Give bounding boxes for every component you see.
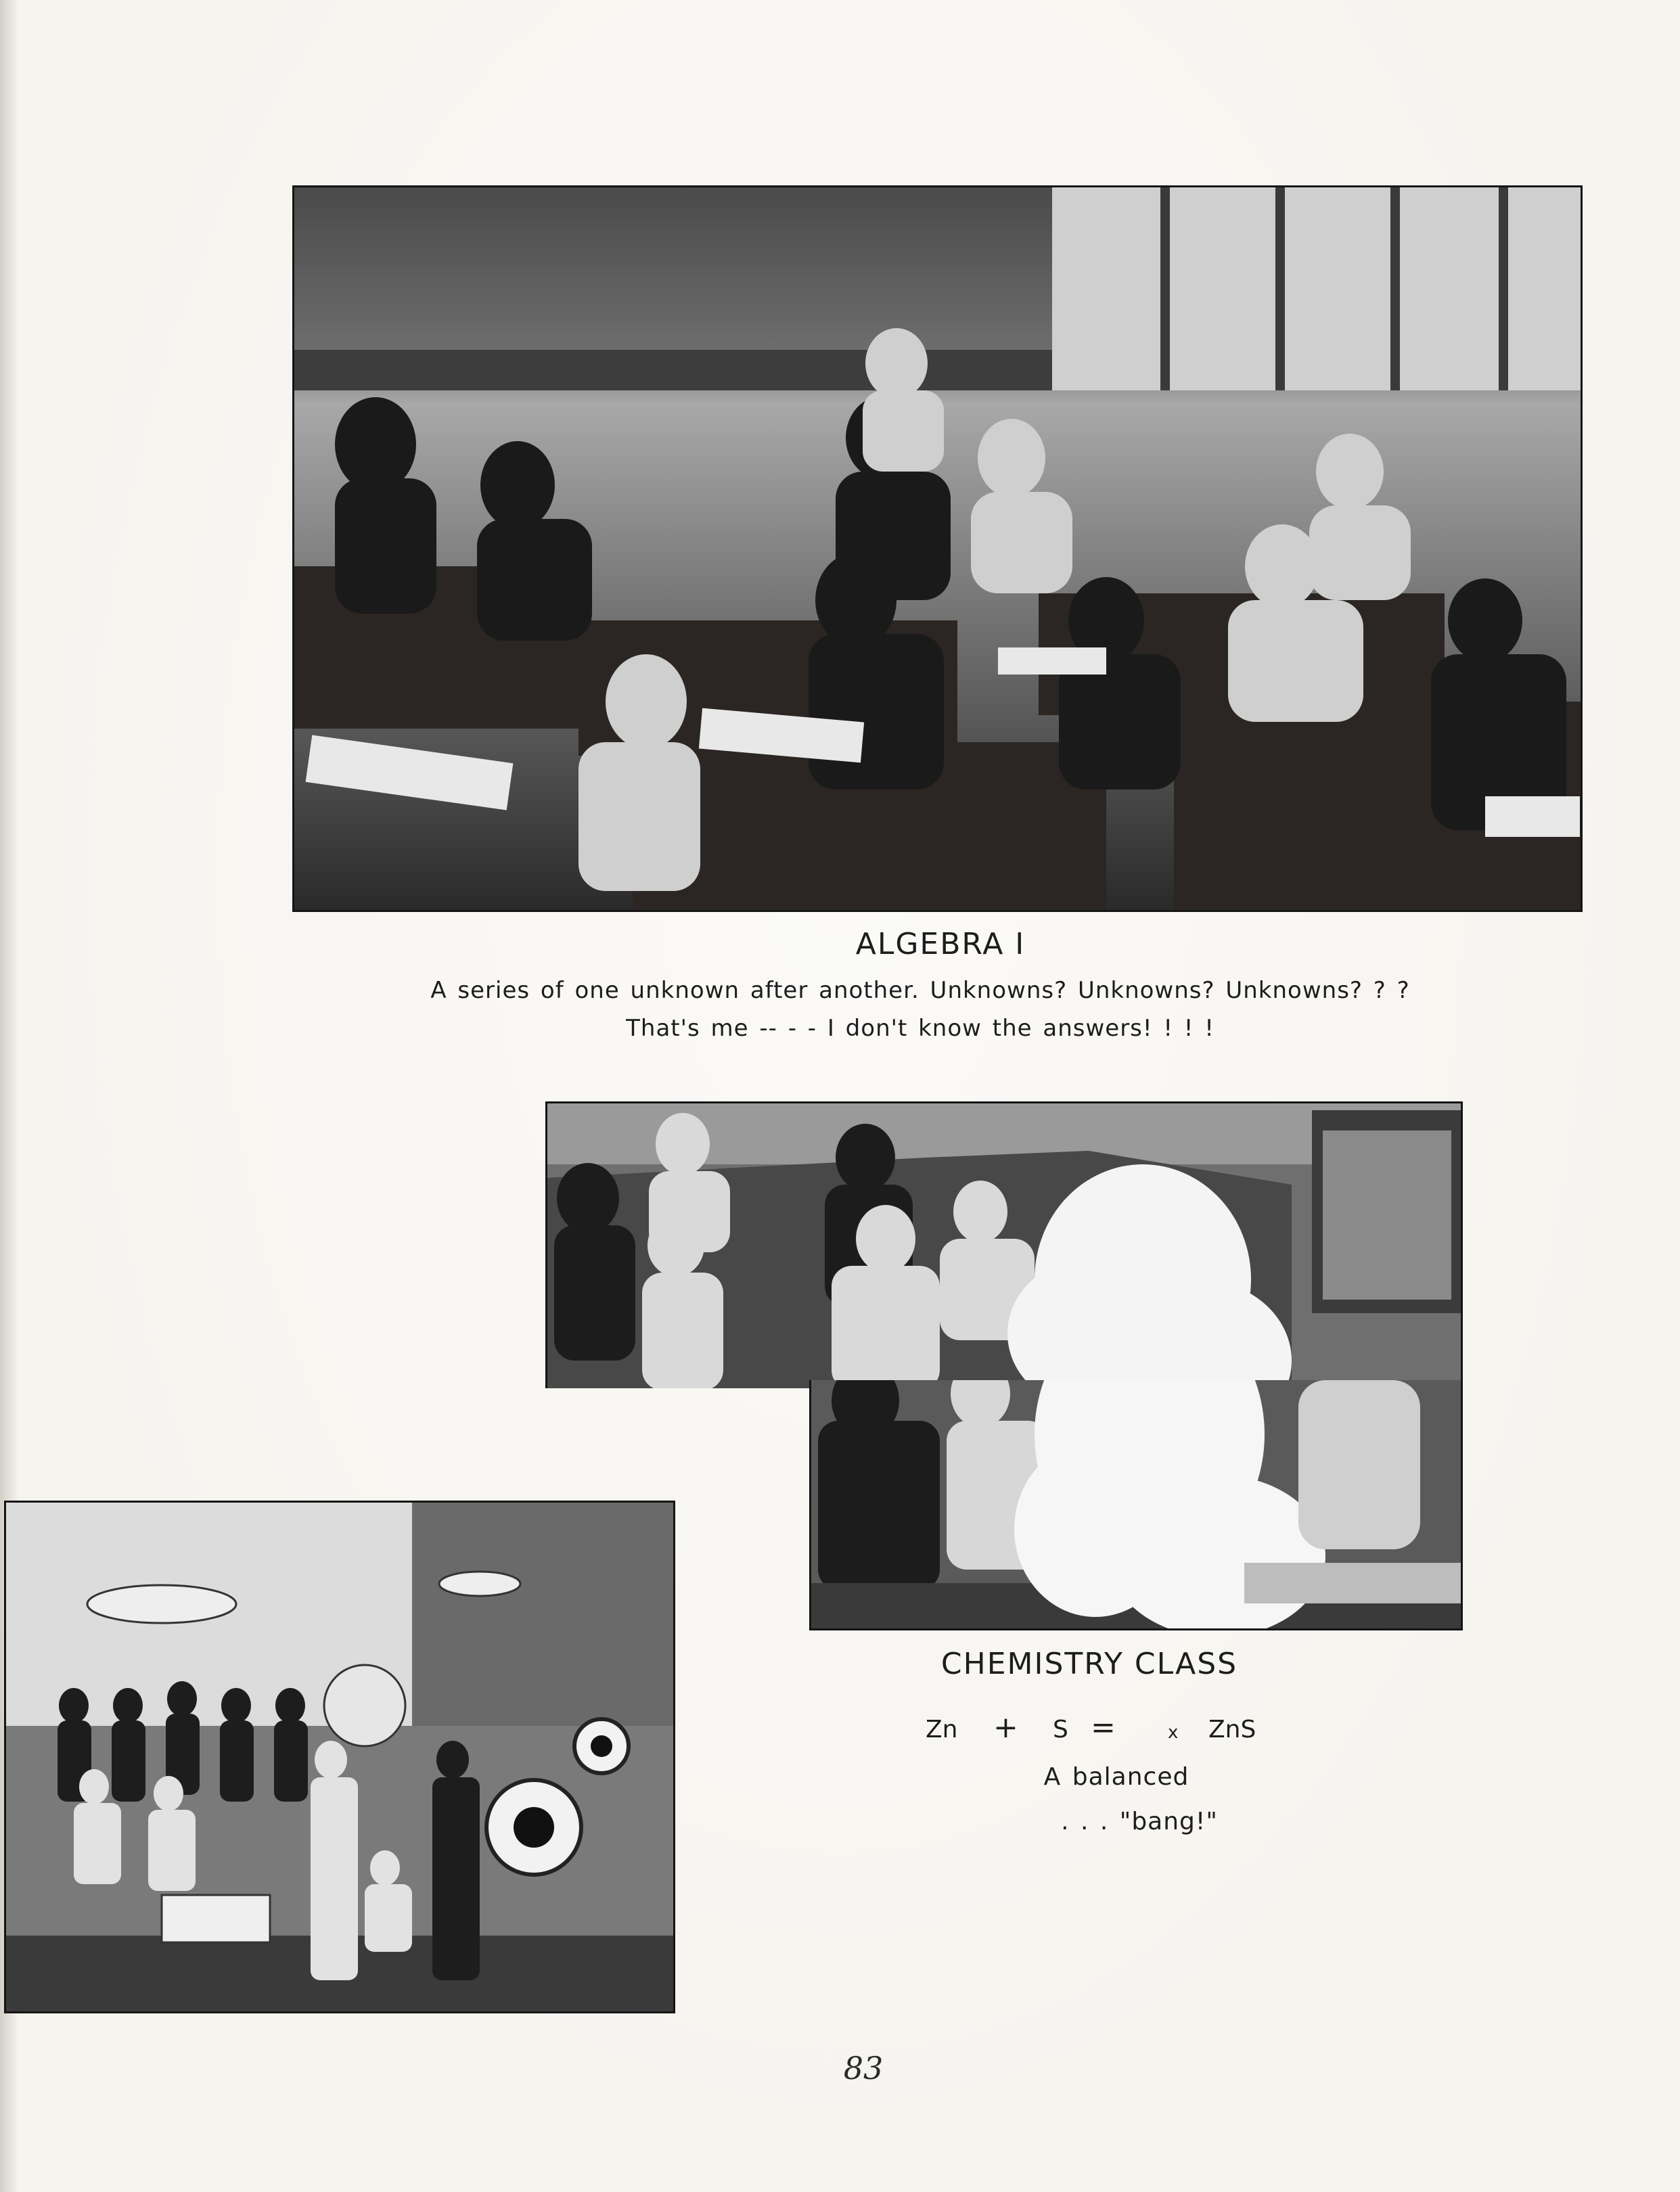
page-number: 83 <box>843 2050 884 2086</box>
algebra-caption-line-1: A series of one unknown after another. Unknowns? Unknowns? Unknowns? ? ? <box>430 977 1410 1004</box>
chemistry-class-photo-lower <box>809 1380 1463 1630</box>
algebra-caption-line-2: That's me -- - - I don't know the answers! ! ! ! <box>626 1015 1214 1042</box>
chemistry-caption-line-1: A balanced <box>1043 1763 1189 1791</box>
equation-reactant-s: S <box>1053 1716 1068 1743</box>
algebra-caption-title: ALGEBRA I <box>855 927 1026 961</box>
equation-equals-sign: = <box>1091 1710 1116 1745</box>
chemistry-caption-line-2: . . . "bang!" <box>1061 1808 1218 1835</box>
equation-reactant-zn: Zn <box>926 1716 958 1743</box>
chemistry-class-photo-upper <box>545 1101 1463 1388</box>
equation-plus-sign: + <box>993 1710 1018 1745</box>
algebra-class-photo <box>292 185 1583 912</box>
chemistry-caption-title: CHEMISTRY CLASS <box>940 1647 1238 1681</box>
club-group-photo <box>4 1501 675 2013</box>
equation-x-mark: x <box>1168 1722 1179 1743</box>
equation-product-zns: ZnS <box>1208 1716 1256 1743</box>
